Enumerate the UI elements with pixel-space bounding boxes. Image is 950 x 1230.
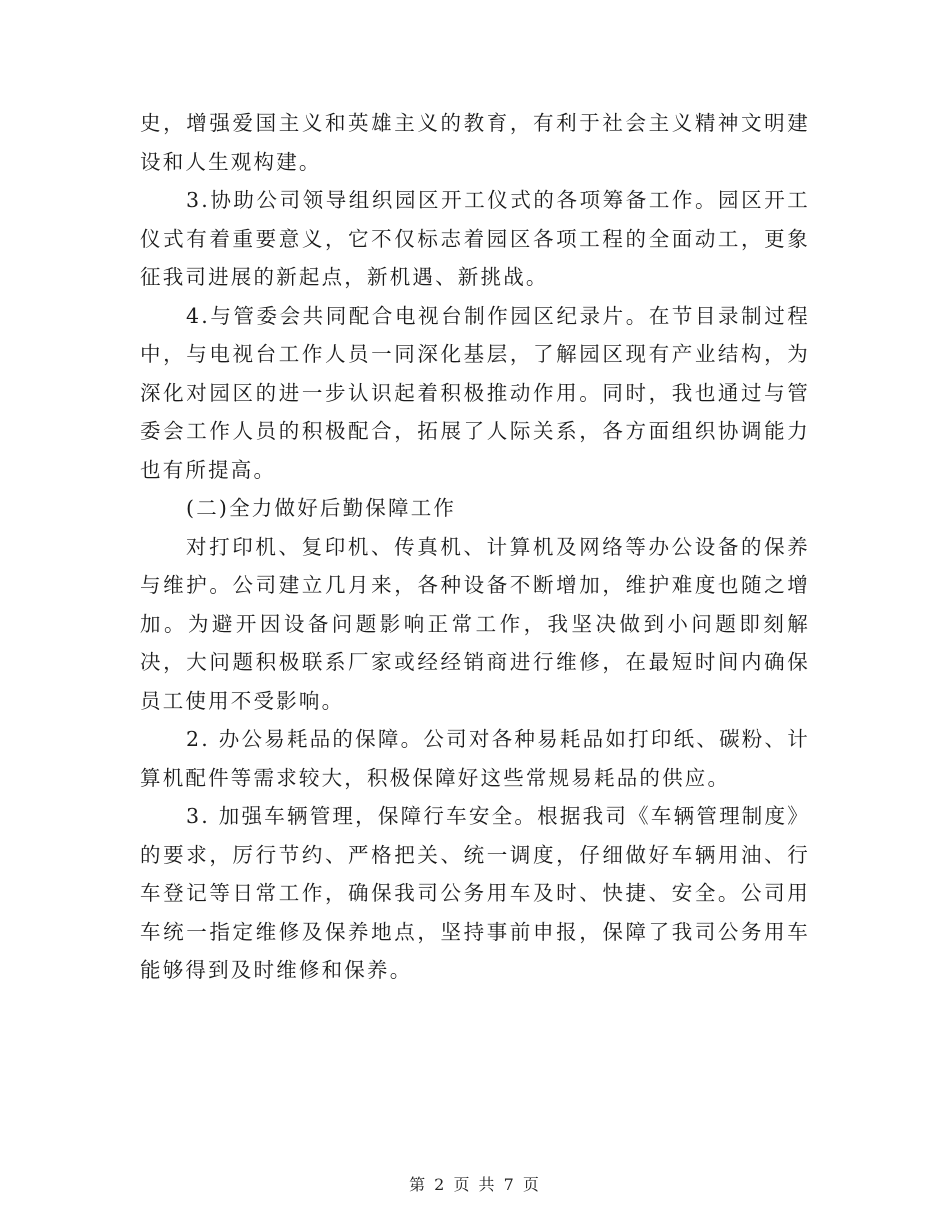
paragraph-continuation: 史，增强爱国主义和英雄主义的教育，有利于社会主义精神文明建设和人生观构建。: [140, 111, 810, 174]
page-number-footer: 第 2 页 共 7 页: [409, 1175, 541, 1194]
section-heading-logistics: (二)全力做好后勤保障工作: [186, 496, 457, 520]
paragraph-item-2-consumables: 2. 办公易耗品的保障。公司对各种易耗品如打印纸、碳粉、计算机配件等需求较大，积极保障好这些常规易耗品的供应。: [140, 727, 810, 790]
paragraph-item-3-ceremony: 3.协助公司领导组织园区开工仪式的各项筹备工作。园区开工仪式有着重要意义，它不仅标志着园区各项工程的全面动工，更象征我司进展的新起点，新机遇、新挑战。: [140, 188, 810, 289]
paragraph-equipment-maintenance: 对打印机、复印机、传真机、计算机及网络等办公设备的保养与维护。公司建立几月来，各种设备不断增加，维护难度也随之增加。为避开因设备问题影响正常工作，我坚决做到小问题即刻解决，大问题积极联系厂家或经经销商进行维修，在最短时间内确保员工使用不受影响。: [140, 534, 810, 713]
paragraph-item-4-documentary: 4.与管委会共同配合电视台制作园区纪录片。在节目录制过程中，与电视台工作人员一同深化基层，了解园区现有产业结构，为深化对园区的进一步认识起着积极推动作用。同时，我也通过与管委会工作人员的积极配合，拓展了人际关系，各方面组织协调能力也有所提高。: [140, 303, 810, 482]
paragraph-item-3-vehicles: 3. 加强车辆管理，保障行车安全。根据我司《车辆管理制度》的要求，厉行节约、严格把关、统一调度，仔细做好车辆用油、行车登记等日常工作，确保我司公务用车及时、快捷、安全。公司用车统一指定维修及保养地点，坚持事前申报，保障了我司公务用车能够得到及时维修和保养。: [140, 804, 810, 982]
document-body: [140, 104, 810, 990]
